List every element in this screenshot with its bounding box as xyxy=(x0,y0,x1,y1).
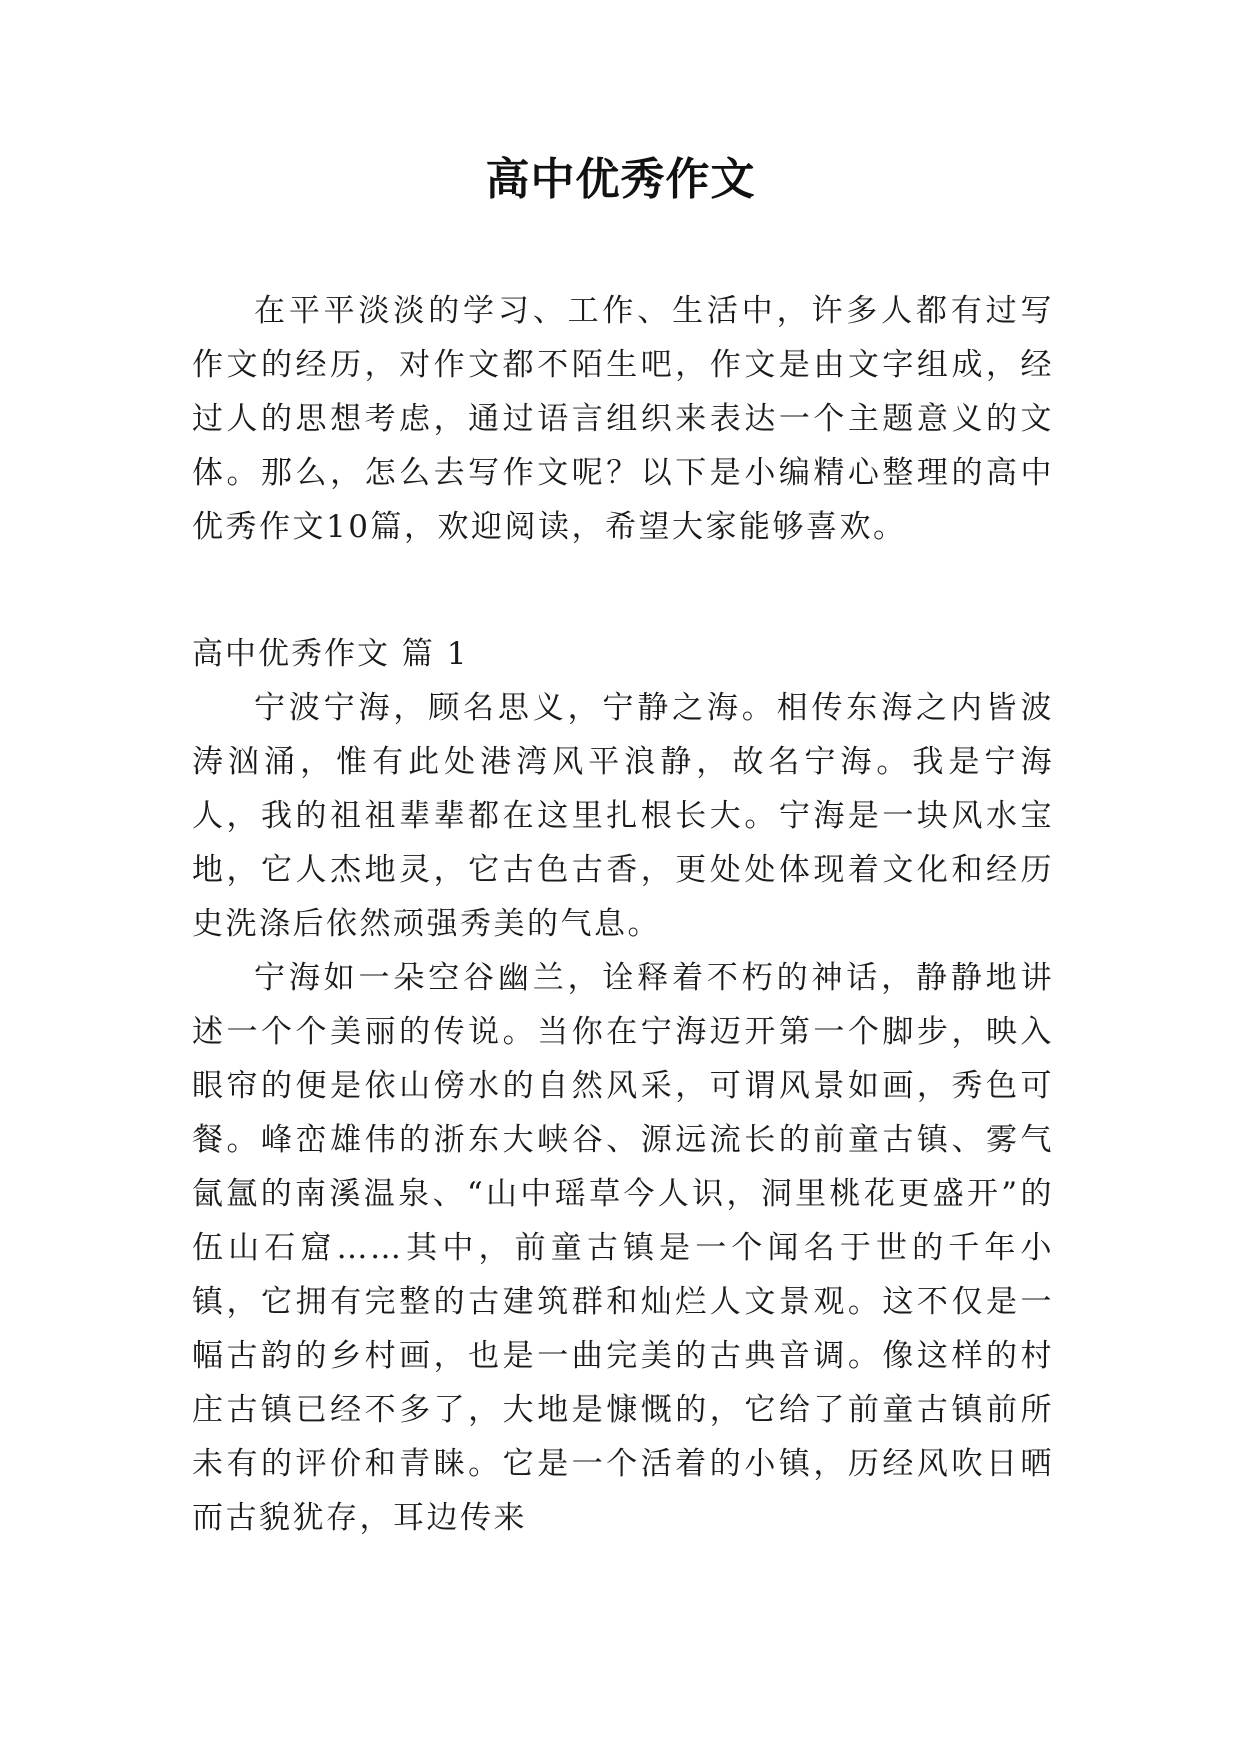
intro-paragraph: 在平平淡淡的学习、工作、生活中，许多人都有过写作文的经历，对作文都不陌生吧，作文是由文字组成，经过人的思想考虑，通过语言组织来表达一个主题意义的文体。那么，怎么去写作文呢？以下是小编精心整理的高中优秀作文10篇，欢迎阅读，希望大家能够喜欢。 xyxy=(192,293,1054,545)
document-body xyxy=(192,284,1054,1545)
section-heading: 高中优秀作文 篇 1 xyxy=(192,636,469,672)
body-paragraph: 宁海如一朵空谷幽兰，诠释着不朽的神话，静静地讲述一个个美丽的传说。当你在宁海迈开第一个脚步，映入眼帘的便是依山傍水的自然风采，可谓风景如画，秀色可餐。峰峦雄伟的浙东大峡谷、源远流长的前童古镇、雾气氤氲的南溪温泉、“山中瑶草今人识，洞里桃花更盛开”的伍山石窟……其中，前童古镇是一个闻名于世的千年小镇，它拥有完整的古建筑群和灿烂人文景观。这不仅是一幅古韵的乡村画，也是一曲完美的古典音调。像这样的村庄古镇已经不多了，大地是慷慨的，它给了前童古镇前所未有的评价和青睐。它是一个活着的小镇，历经风吹日晒而古貌犹存，耳边传来 xyxy=(192,960,1054,1536)
document-title: 高中优秀作文 xyxy=(485,154,756,205)
body-paragraph: 宁波宁海，顾名思义，宁静之海。相传东海之内皆波涛汹涌，惟有此处港湾风平浪静，故名宁海。我是宁海人，我的祖祖辈辈都在这里扎根长大。宁海是一块风水宝地，它人杰地灵，它古色古香，更处处体现着文化和经历史洗涤后依然顽强秀美的气息。 xyxy=(192,690,1054,942)
